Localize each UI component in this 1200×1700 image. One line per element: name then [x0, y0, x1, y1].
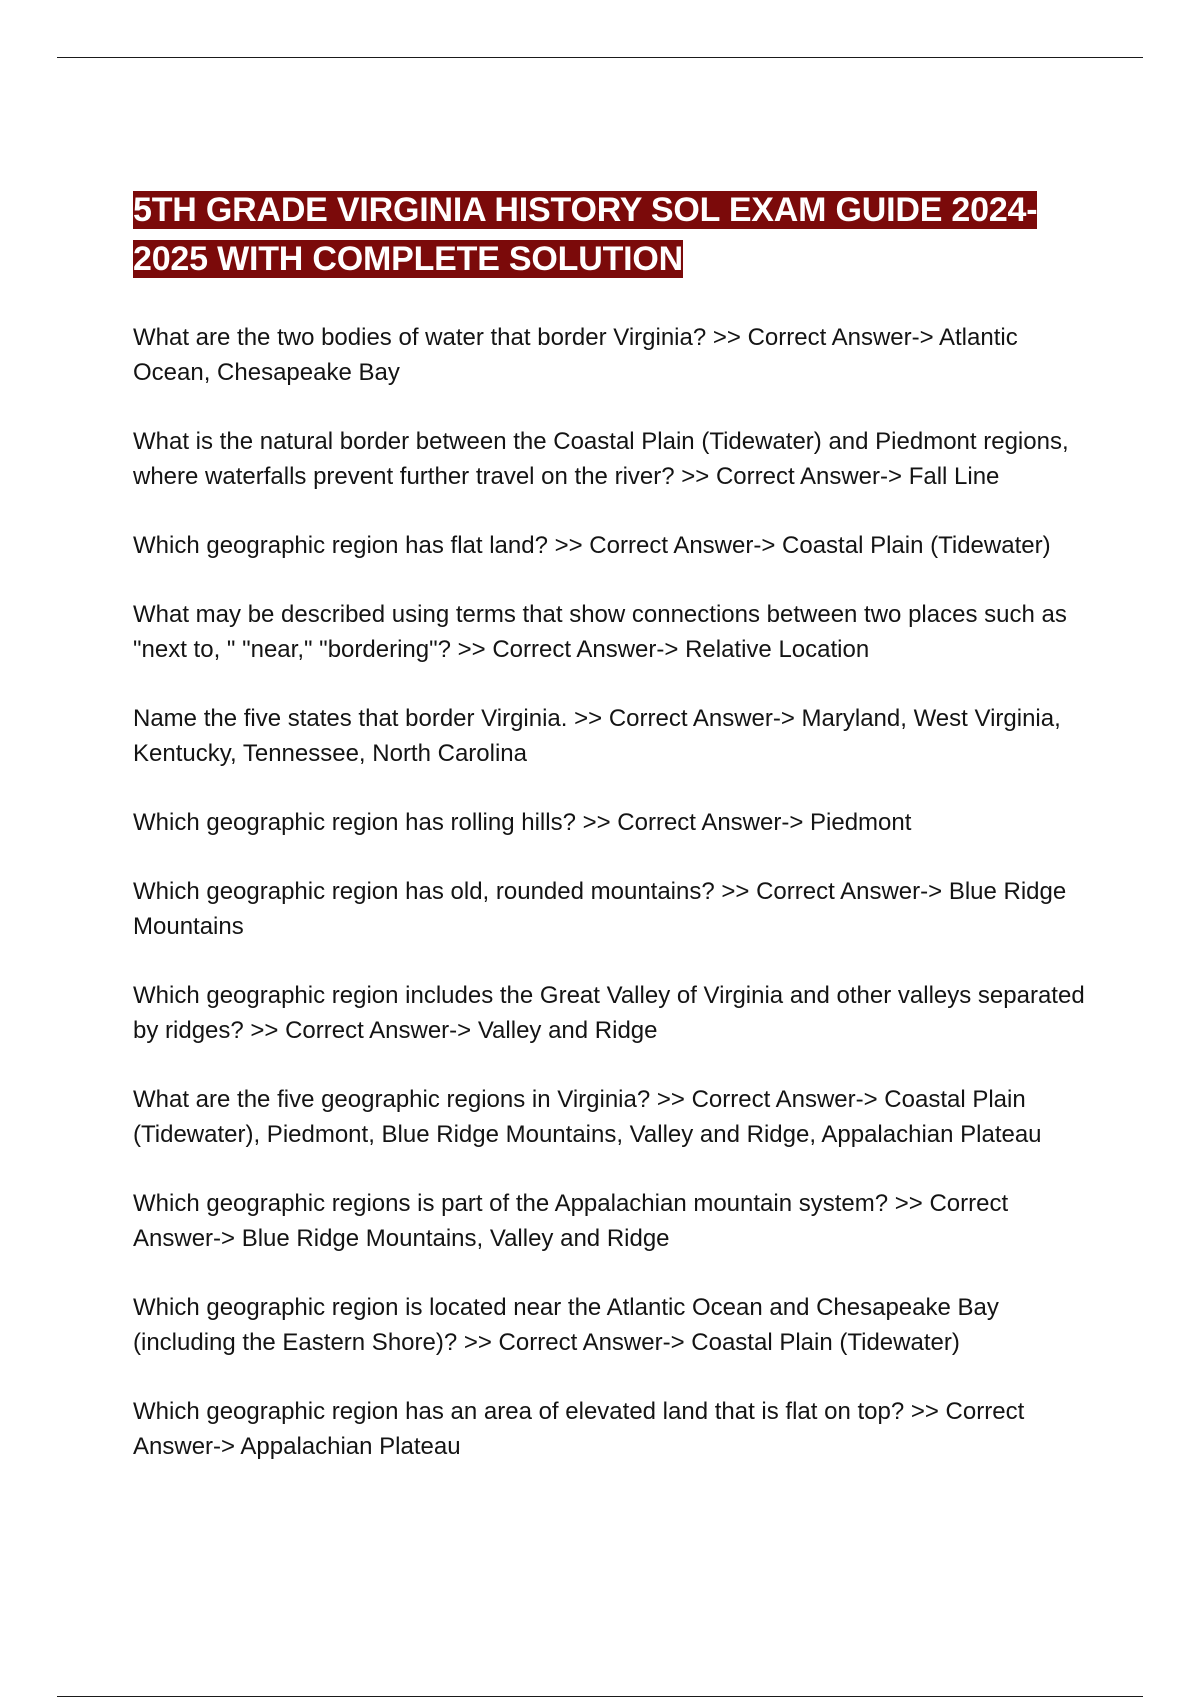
- answer-separator: >> Correct Answer->: [243, 1017, 478, 1044]
- answer-text: Valley and Ridge: [477, 1017, 658, 1044]
- answer-text: Atlantic Ocean, Chesapeake Bay: [133, 324, 1018, 386]
- question-text: Name the five states that border Virginia.: [133, 705, 568, 732]
- answer-separator: >> Correct Answer->: [714, 878, 949, 905]
- answer-text: Relative Location: [685, 636, 870, 663]
- answer-text: Blue Ridge Mountains, Valley and Ridge: [241, 1225, 670, 1252]
- qa-item: [133, 978, 1093, 1048]
- question-text: Which geographic region has old, rounded mountains?: [133, 878, 715, 905]
- document-title-text: 5TH GRADE VIRGINIA HISTORY SOL EXAM GUIDE 2024-2025 WITH COMPLETE SOLUTION: [133, 191, 1038, 278]
- answer-separator: >> Correct Answer->: [650, 1086, 885, 1113]
- question-text: Which geographic region has rolling hills?: [133, 809, 576, 836]
- question-text: What are the two bodies of water that border Virginia?: [133, 324, 707, 351]
- answer-text: Blue Ridge Mountains: [133, 878, 1067, 940]
- answer-text: Fall Line: [908, 463, 1000, 490]
- answer-text: Coastal Plain (Tidewater): [691, 1329, 960, 1356]
- answer-text: Coastal Plain (Tidewater): [782, 532, 1051, 559]
- answer-separator: >> Correct Answer->: [674, 463, 909, 490]
- question-text: What may be described using terms that show connections between two places such as "next to, " "near," "bordering"?: [133, 601, 1067, 663]
- question-text: Which geographic regions is part of the Appalachian mountain system?: [133, 1190, 889, 1217]
- document-body: [133, 186, 1093, 1498]
- question-text: Which geographic region has flat land?: [133, 532, 548, 559]
- top-rule: [57, 57, 1143, 58]
- question-text: What are the five geographic regions in Virginia?: [133, 1086, 651, 1113]
- qa-item: [133, 874, 1093, 944]
- question-text: Which geographic region has an area of elevated land that is flat on top?: [133, 1398, 905, 1425]
- answer-text: Appalachian Plateau: [240, 1433, 461, 1460]
- answer-text: Piedmont: [810, 809, 912, 836]
- answer-separator: >> Correct Answer->: [450, 636, 686, 663]
- answer-text: Coastal Plain (Tidewater), Piedmont, Blue Ridge Mountains, Valley and Ridge, Appalachian Plateau: [133, 1086, 1042, 1148]
- answer-separator: >> Correct Answer->: [457, 1329, 692, 1356]
- bottom-rule: [57, 1696, 1143, 1697]
- qa-item: [133, 701, 1093, 771]
- qa-item: [133, 805, 1093, 840]
- qa-item: [133, 1186, 1093, 1256]
- qa-item: [133, 320, 1093, 390]
- question-text: Which geographic region is located near the Atlantic Ocean and Chesapeake Bay (including the Eastern Shore)?: [133, 1294, 999, 1356]
- answer-text: Maryland, West Virginia, Kentucky, Tennessee, North Carolina: [133, 705, 1061, 767]
- question-text: Which geographic region includes the Great Valley of Virginia and other valleys separated by ridges?: [133, 982, 1085, 1044]
- answer-separator: >> Correct Answer->: [133, 1190, 1009, 1252]
- answer-separator: >> Correct Answer->: [547, 532, 783, 559]
- qa-item: [133, 528, 1093, 563]
- qa-item: [133, 597, 1093, 667]
- qa-item: [133, 1082, 1093, 1152]
- answer-separator: >> Correct Answer->: [575, 809, 811, 836]
- answer-separator: >> Correct Answer->: [133, 1398, 1025, 1460]
- answer-separator: >> Correct Answer->: [706, 324, 939, 351]
- question-text: What is the natural border between the Coastal Plain (Tidewater) and Piedmont regions, where waterfalls prevent further travel on the river?: [133, 428, 1069, 490]
- qa-item: [133, 424, 1093, 494]
- qa-item: [133, 1290, 1093, 1360]
- document-title: [133, 186, 1093, 284]
- answer-separator: >> Correct Answer->: [567, 705, 802, 732]
- qa-item: [133, 1394, 1093, 1464]
